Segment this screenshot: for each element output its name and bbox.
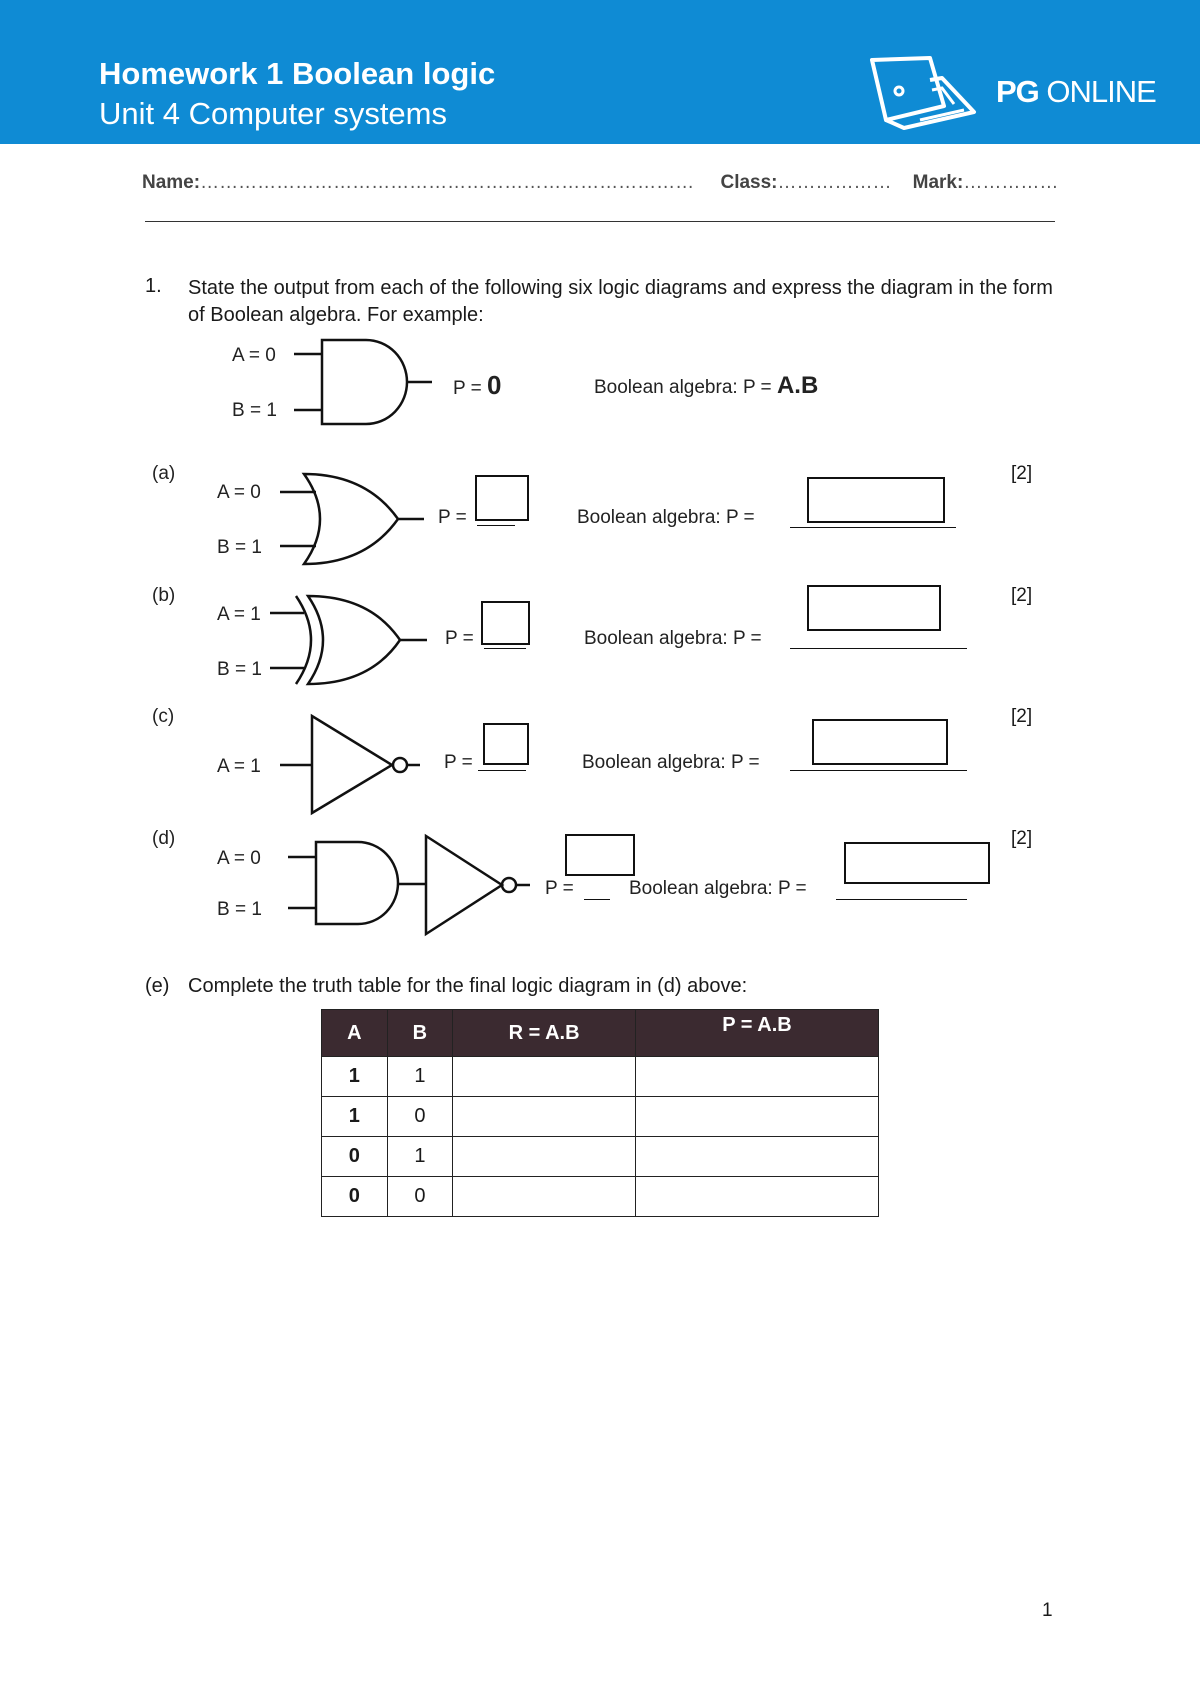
truth-table-header xyxy=(322,1010,879,1057)
part-b-algebra-label: Boolean algebra: P = xyxy=(584,628,762,649)
example-input-b: B = 1 xyxy=(232,400,277,421)
part-c-input-a: A = 1 xyxy=(217,756,261,777)
part-a-algebra-label: Boolean algebra: P = xyxy=(577,507,755,528)
part-c-algebra-box[interactable] xyxy=(812,719,948,765)
example-output: P = 0 xyxy=(453,370,502,400)
col-a-header: A xyxy=(322,1010,388,1057)
cell-b: 1 xyxy=(387,1057,453,1097)
cell-p-input[interactable] xyxy=(635,1177,878,1217)
table-row xyxy=(322,1137,879,1177)
table-row xyxy=(322,1097,879,1137)
part-d-algebra-label: Boolean algebra: P = xyxy=(629,878,807,899)
part-a-input-b: B = 1 xyxy=(217,537,262,558)
part-c-marks: [2] xyxy=(1011,706,1033,727)
part-a-p-label: P = xyxy=(438,507,467,528)
truth-table xyxy=(321,1009,879,1217)
col-p-header: P = A.B xyxy=(635,1010,878,1057)
cell-r-input[interactable] xyxy=(453,1177,636,1217)
part-b-algebra-box[interactable] xyxy=(807,585,941,631)
class-field[interactable]: ……………… xyxy=(777,172,892,193)
cell-a: 1 xyxy=(322,1097,388,1137)
mark-label: Mark: xyxy=(912,172,964,193)
part-e-text: Complete the truth table for the final logic diagram in (d) above: xyxy=(188,975,748,997)
and-not-gate-icon xyxy=(288,836,530,934)
cell-b: 0 xyxy=(387,1097,453,1137)
part-b-p-label: P = xyxy=(445,628,474,649)
page-number: 1 xyxy=(1042,1600,1053,1621)
part-d-p-label: P = xyxy=(545,878,574,899)
question-text: State the output from each of the following six logic diagrams and express the diagram in the form of Boolean algebra. For example: xyxy=(188,277,1053,326)
not-gate-icon xyxy=(280,716,420,813)
page-subtitle: Unit 4 Computer systems xyxy=(99,96,447,131)
part-c-output-line xyxy=(478,770,526,771)
or-gate-icon xyxy=(280,474,424,564)
cell-p-input[interactable] xyxy=(635,1137,878,1177)
part-a-label: (a) xyxy=(152,463,176,484)
question-number: 1. xyxy=(145,275,162,297)
cell-b: 1 xyxy=(387,1137,453,1177)
part-d-output-box[interactable] xyxy=(565,834,635,876)
cell-b: 0 xyxy=(387,1177,453,1217)
part-b-output-box[interactable] xyxy=(481,601,530,645)
part-c-label: (c) xyxy=(152,706,175,727)
part-a-marks: [2] xyxy=(1011,463,1033,484)
cell-a: 1 xyxy=(322,1057,388,1097)
brand-logo-text: PG ONLINE xyxy=(996,74,1156,109)
col-b-header: B xyxy=(387,1010,453,1057)
col-r-header: R = A.B xyxy=(453,1010,636,1057)
part-d-input-a: A = 0 xyxy=(217,848,261,869)
part-b-algebra-line xyxy=(790,648,967,649)
part-b-label: (b) xyxy=(152,585,176,606)
part-c-p-label: P = xyxy=(444,752,473,773)
example-input-a: A = 0 xyxy=(232,345,276,366)
cell-r-input[interactable] xyxy=(453,1057,636,1097)
table-row xyxy=(322,1057,879,1097)
part-a-output-box[interactable] xyxy=(475,475,529,521)
part-e-label: (e) xyxy=(145,975,170,997)
part-d-algebra-box[interactable] xyxy=(844,842,990,884)
part-d-output-line xyxy=(584,899,610,900)
part-d-marks: [2] xyxy=(1011,828,1033,849)
part-c-output-box[interactable] xyxy=(483,723,529,765)
cell-p-input[interactable] xyxy=(635,1057,878,1097)
example-and-gate-icon xyxy=(294,340,432,424)
part-a-input-a: A = 0 xyxy=(217,482,261,503)
part-b-input-a: A = 1 xyxy=(217,604,261,625)
name-field[interactable]: …………………………………………………………………… xyxy=(200,172,695,193)
table-row xyxy=(322,1177,879,1217)
cell-a: 0 xyxy=(322,1177,388,1217)
part-b-marks: [2] xyxy=(1011,585,1033,606)
example-algebra: Boolean algebra: P = A.B xyxy=(594,372,819,399)
cell-p-input[interactable] xyxy=(635,1097,878,1137)
part-d-input-b: B = 1 xyxy=(217,899,262,920)
cell-r-input[interactable] xyxy=(453,1097,636,1137)
part-c-algebra-line xyxy=(790,770,967,771)
xor-gate-icon xyxy=(270,596,427,684)
part-a-algebra-line xyxy=(790,527,956,528)
cell-a: 0 xyxy=(322,1137,388,1177)
part-a-output-line xyxy=(477,525,515,526)
part-b-input-b: B = 1 xyxy=(217,659,262,680)
mark-field[interactable]: …………… xyxy=(963,172,1059,193)
part-c-algebra-label: Boolean algebra: P = xyxy=(582,752,760,773)
page-title: Homework 1 Boolean logic xyxy=(99,56,496,91)
name-label: Name: xyxy=(142,172,201,193)
class-label: Class: xyxy=(720,172,778,193)
part-d-algebra-line xyxy=(836,899,967,900)
part-d-label: (d) xyxy=(152,828,176,849)
cell-r-input[interactable] xyxy=(453,1137,636,1177)
part-a-algebra-box[interactable] xyxy=(807,477,945,523)
part-b-output-line xyxy=(484,648,526,649)
